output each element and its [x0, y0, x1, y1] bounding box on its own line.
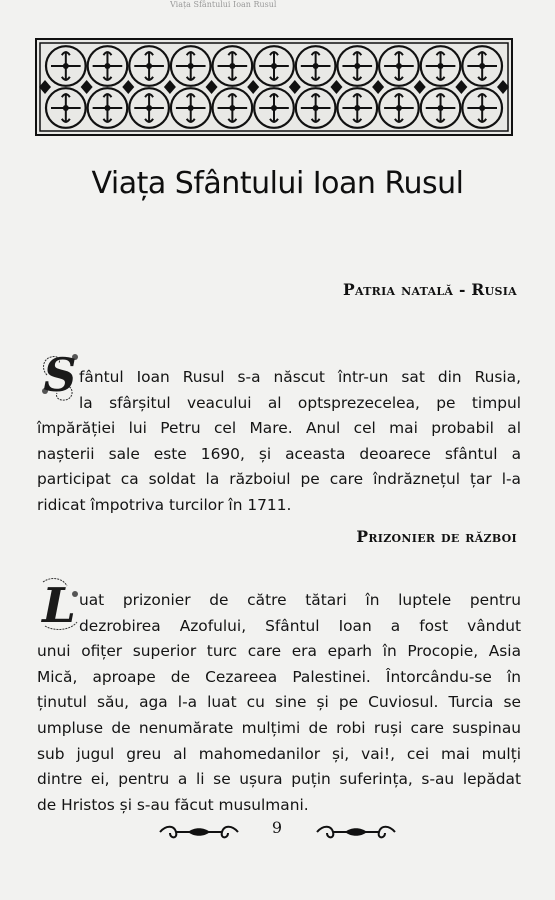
section-heading-homeland: Patria natală - Rusia	[343, 280, 517, 299]
text-line: unui ofițer superior turc care era eparh în Procopie, Asia	[37, 642, 521, 661]
text-line: împărăției lui Petru cel Mare. Anul cel mai probabil al	[37, 419, 521, 438]
text-line: umpluse de nenumărate mulțimi de robi ruși care suspinau	[37, 718, 521, 737]
text-line: dezrobirea Azofului, Sfântul Ioan a fost vândut	[79, 616, 521, 635]
text-line: la sfârșitul veacului al optsprezecelea, pe timpul	[79, 393, 521, 412]
text-line: dintre ei, pentru a li se ușura puțin suferința, s-au lepădat	[37, 770, 521, 789]
text-line: ținutul său, aga l-a luat cu sine și pe Cuviosul. Turcia se	[37, 693, 521, 712]
page-footer	[0, 818, 555, 848]
paragraph-prisoner	[37, 588, 521, 818]
text-line: participat ca soldat la războiul pe care îndrăznețul țar l-a	[37, 470, 521, 489]
text-line: de Hristos și s-au făcut musulmani.	[37, 795, 309, 814]
text-line: sub jugul greu al mahomedanilor și, vai!, cei mai mulți	[37, 744, 521, 763]
running-head: Viața Sfântului Ioan Rusul	[170, 0, 277, 9]
flourish-ornament-right	[315, 824, 397, 840]
svg-text:S: S	[43, 348, 77, 402]
text-line: fântul Ioan Rusul s-a născut într-un sat din Rusia,	[79, 368, 521, 386]
chapter-title: Viața Sfântului Ioan Rusul	[91, 166, 464, 201]
text-line: Mică, aproape de Cezareea Palestinei. Întorcându-se în	[37, 667, 521, 686]
svg-text:L: L	[42, 578, 76, 632]
text-line: uat prizonier de către tătari în luptele pentru	[79, 591, 521, 609]
flourish-ornament-left	[158, 824, 240, 840]
paragraph-homeland	[37, 365, 521, 519]
page-number: 9	[271, 818, 283, 837]
decorative-header-border	[35, 38, 513, 136]
text-line: ridicat împotriva turcilor în 1711.	[37, 495, 292, 514]
section-heading-prisoner: Prizonier de război	[356, 527, 517, 546]
text-line: nașterii sale este 1690, și aceasta deoarece sfântul a	[37, 444, 521, 463]
